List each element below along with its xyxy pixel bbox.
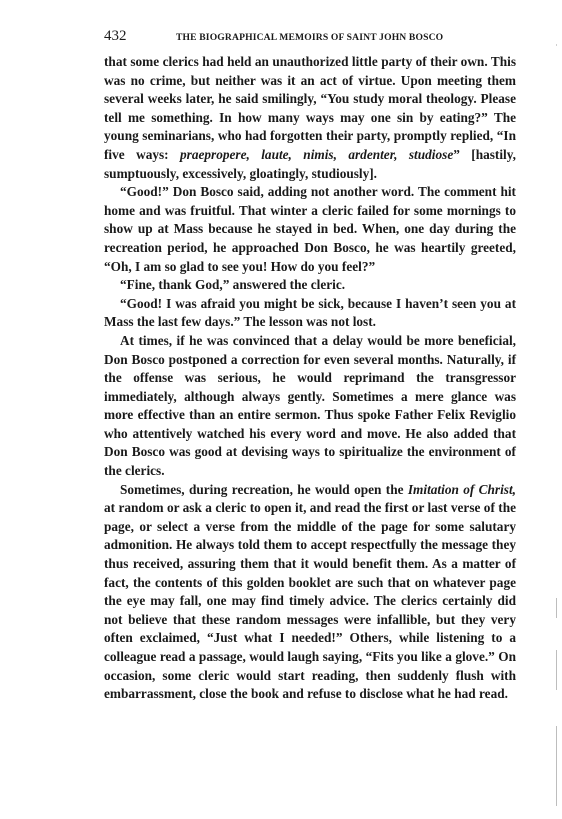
scan-edge-mark <box>556 598 557 618</box>
paragraph-6-text-a: Sometimes, during recreation, he would open the <box>120 481 408 497</box>
body-text <box>104 53 516 704</box>
scan-edge-mark <box>556 650 557 690</box>
paragraph-1-text-b: ” [hastily, sumptuously, excessively, gloatingly, studiously]. <box>104 146 516 181</box>
scan-edge-mark <box>556 726 557 806</box>
page-header <box>104 28 516 50</box>
latin-phrase: praepropere, laute, nimis, ardenter, studiose <box>180 146 454 162</box>
book-title: Imitation of Christ, <box>407 481 516 497</box>
paragraph-4: “Good! I was afraid you might be sick, because I haven’t seen you at Mass the last few days.” The lesson was not lost. <box>104 295 516 330</box>
paragraph-6 <box>104 481 516 704</box>
paragraph-2: “Good!” Don Bosco said, adding not another word. The comment hit home and was fruitful. That winter a cleric failed for some mornings to show up at Mass because he stayed in bed. When, one day during the recreation period, he approached Don Bosco, he was heartily greeted, “Oh, I am so glad to see you! How do you feel?” <box>104 184 516 274</box>
paragraph-3: “Fine, thank God,” answered the cleric. <box>120 277 346 293</box>
running-title: THE BIOGRAPHICAL MEMOIRS OF SAINT JOHN BOSCO <box>176 32 444 43</box>
paragraph-1 <box>104 53 516 183</box>
paragraph-1-text-a: that some clerics had held an unauthorized little party of their own. This was no crime, but neither was it an act of virtue. Upon meeting them several weeks later, he said smilingly, “You study moral theology. Please tell me something. In how many ways may one sin by eating?” The young seminarians, who had forgotten their party, promptly replied, “In five ways: <box>104 54 516 162</box>
paragraph-6-text-b: at random or ask a cleric to open it, and read the first or last verse of the page, or select a verse from the middle of the page for some salutary admonition. He always told them to accept respectfully the message they thus received, assuring them that it would benefit them. As a matter of fact, the contents of this golden booklet are such that on whatever page the eye may fall, one may find timely advice. The clerics certainly did not believe that these random messages were infallible, but they very often exclaimed, “Just what I needed!” Others, while listening to a colleague read a passage, would laugh saying, “Fits you like a glove.” On occasion, some cleric would start reading, then suddenly flush with embarrassment, close the book and refuse to disclose what he had read. <box>104 500 516 702</box>
scan-edge-mark <box>556 44 557 46</box>
page-number: 432 <box>104 28 127 44</box>
book-page <box>104 28 516 704</box>
paragraph-5: At times, if he was convinced that a delay would be more beneficial, Don Bosco postponed a correction for even several months. Naturally, if the offense was serious, he would reprimand the transgressor immediately, although always gently. Sometimes a mere glance was more effective than an entire sermon. Thus spoke Father Felix Reviglio who attentively watched his every word and move. He also added that Don Bosco was good at devising ways to spiritualize the environment of the clerics. <box>104 332 516 479</box>
